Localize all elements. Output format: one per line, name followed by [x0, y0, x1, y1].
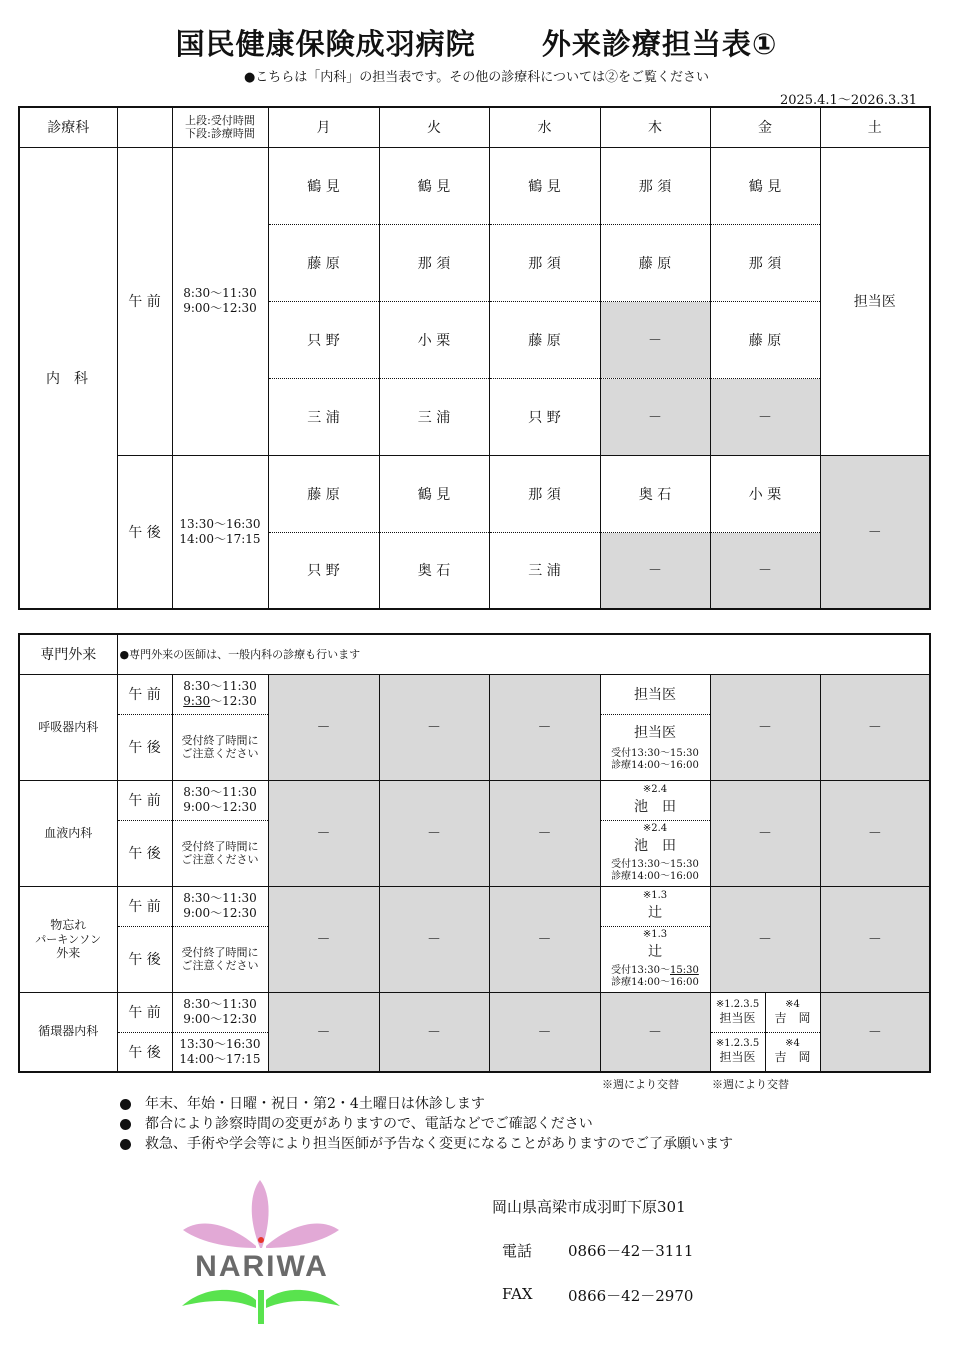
dept-internal: 内 科: [19, 147, 117, 609]
am-cell: －: [710, 378, 820, 455]
day-wed: 水: [489, 107, 600, 147]
cardio-fri-b-am: ※4 吉 岡: [765, 992, 820, 1032]
pm-time: 13:30～16:30 14:00～17:15: [172, 1032, 268, 1072]
specialty-title: 専門外来: [19, 634, 117, 674]
cell-dash: －: [710, 886, 820, 992]
internal-medicine-table: [18, 106, 931, 610]
logo-dot: [258, 1237, 264, 1243]
am-cell: 藤 原: [710, 301, 820, 378]
blood-thu-pm: ※2.4 池 田 受付13:30～15:30 診療14:00～16:00: [600, 820, 710, 886]
am-time: 8:30～11:30 9:30～12:30: [172, 674, 268, 714]
logo-leaf: [182, 1290, 256, 1308]
subnote: ●こちらは「内科」の担当表です。その他の診療科については②をご覧ください: [243, 70, 710, 85]
cell-dash: －: [379, 992, 489, 1072]
dept-respiratory: 呼吸器内科: [19, 674, 117, 780]
am-cell: 三 浦: [268, 378, 379, 455]
schedule-title: 外来診療担当表①: [541, 27, 778, 61]
logo-stem: [258, 1290, 264, 1324]
day-fri: 金: [710, 107, 820, 147]
caution: 受付終了時間に ご注意ください: [172, 714, 268, 780]
period: 2025.4.1～2026.3.31: [779, 93, 917, 108]
am-cell: －: [600, 378, 710, 455]
am-cell: 鶴 見: [710, 147, 820, 224]
header-dept: 診療科: [19, 107, 117, 147]
am-cell: 小 栗: [379, 301, 489, 378]
am-cell: 三 浦: [379, 378, 489, 455]
cell-dash: －: [600, 992, 710, 1072]
am-cell: 只 野: [489, 378, 600, 455]
am-cell: －: [600, 301, 710, 378]
footnote-rotation: ※週により交替: [712, 1078, 789, 1091]
cell-dash: －: [489, 674, 600, 780]
pm-cell: 鶴 見: [379, 455, 489, 532]
am-label: 午 前: [117, 780, 172, 820]
cardio-fri-a-am: ※1.2.3.5 担当医: [710, 992, 765, 1032]
am-cell: 鶴 見: [489, 147, 600, 224]
dept-cardio: 循環器内科: [19, 992, 117, 1072]
am-cell: 那 須: [379, 224, 489, 301]
pm-label: 午 後: [117, 820, 172, 886]
note-item: 都合により診察時間の変更がありますので、電話などでご確認ください: [120, 1114, 733, 1134]
notes-list: [120, 1094, 733, 1154]
cell-dash: －: [820, 886, 930, 992]
header-session: [117, 107, 172, 147]
am-time: 8:30～11:30 9:00～12:30: [172, 886, 268, 926]
cell-dash: －: [379, 674, 489, 780]
am-cell: 那 須: [600, 147, 710, 224]
pm-cell: 藤 原: [268, 455, 379, 532]
cell-dash: －: [710, 674, 820, 780]
cardio-sat: －: [820, 992, 930, 1072]
specialty-table: [18, 633, 931, 1073]
cell-dash: －: [379, 780, 489, 886]
caution: 受付終了時間に ご注意ください: [172, 820, 268, 886]
resp-thu-am: 担当医: [600, 674, 710, 714]
hospital-name: 国民健康保険成羽病院: [175, 27, 476, 61]
am-cell: 鶴 見: [379, 147, 489, 224]
tel-label: 電話: [502, 1242, 533, 1260]
logo-text: NARIWA: [195, 1250, 329, 1283]
cell-dash: －: [268, 780, 379, 886]
memory-thu-am: ※1.3 辻: [600, 886, 710, 926]
pm-cell: 小 栗: [710, 455, 820, 532]
pm-label: 午 後: [117, 455, 172, 609]
am-label: 午 前: [117, 886, 172, 926]
bullet-icon: [120, 1119, 131, 1130]
cell-dash: －: [489, 780, 600, 886]
nariwa-logo: [178, 1178, 348, 1328]
fax-label: FAX: [502, 1285, 533, 1303]
am-cell: 那 須: [710, 224, 820, 301]
pm-cell: －: [710, 532, 820, 609]
sat-pm: －: [820, 455, 930, 609]
cell-dash: －: [489, 992, 600, 1072]
pm-label: 午 後: [117, 926, 172, 992]
cell-dash: －: [820, 674, 930, 780]
cell-dash: －: [268, 992, 379, 1072]
am-label: 午 前: [117, 147, 172, 455]
note-item: 年末、年始・日曜・祝日・第2・4土曜日は休診します: [120, 1094, 733, 1114]
am-label: 午 前: [117, 674, 172, 714]
page-title: [0, 22, 953, 63]
day-tue: 火: [379, 107, 489, 147]
pm-cell: 那 須: [489, 455, 600, 532]
tel-number: 0866－42－3111: [568, 1242, 694, 1260]
cell-dash: －: [379, 886, 489, 992]
pm-cell: 三 浦: [489, 532, 600, 609]
cell-dash: －: [268, 886, 379, 992]
memory-thu-pm: ※1.3 辻 受付13:30～15:30 診療14:00～16:00: [600, 926, 710, 992]
address: 岡山県高梁市成羽町下原301: [492, 1198, 686, 1216]
day-sat: 土: [820, 107, 930, 147]
dept-blood: 血液内科: [19, 780, 117, 886]
bullet-icon: [120, 1099, 131, 1110]
cell-dash: －: [820, 780, 930, 886]
resp-thu-pm: 担当医 受付13:30～15:30 診療14:00～16:00: [600, 714, 710, 780]
logo-petal: [266, 1223, 339, 1248]
cardio-fri-b-pm: ※4 吉 岡: [765, 1032, 820, 1072]
am-cell: 只 野: [268, 301, 379, 378]
am-cell: 鶴 見: [268, 147, 379, 224]
footnote-rotation: ※週により交替: [602, 1078, 679, 1091]
day-mon: 月: [268, 107, 379, 147]
pm-cell: 奥 石: [379, 532, 489, 609]
logo-leaf: [266, 1290, 340, 1308]
cell-dash: －: [710, 780, 820, 886]
logo-petal: [183, 1223, 256, 1248]
blood-thu-am: ※2.4 池 田: [600, 780, 710, 820]
pm-time: 13:30～16:30 14:00～17:15: [172, 455, 268, 609]
am-time: 8:30～11:30 9:00～12:30: [172, 992, 268, 1032]
pm-cell: 只 野: [268, 532, 379, 609]
am-cell: 藤 原: [268, 224, 379, 301]
am-cell: 藤 原: [489, 301, 600, 378]
am-label: 午 前: [117, 992, 172, 1032]
pm-cell: 奥 石: [600, 455, 710, 532]
fax-number: 0866－42－2970: [568, 1287, 694, 1305]
pm-cell: －: [600, 532, 710, 609]
am-cell: 藤 原: [600, 224, 710, 301]
cell-dash: －: [268, 674, 379, 780]
cardio-fri-a-pm: ※1.2.3.5 担当医: [710, 1032, 765, 1072]
note-item: 救急、手術や学会等により担当医師が予告なく変更になることがありますのでご了承願います: [120, 1134, 733, 1154]
specialty-note: ●専門外来の医師は、一般内科の診療も行います: [117, 634, 930, 674]
caution: 受付終了時間に ご注意ください: [172, 926, 268, 992]
pm-label: 午 後: [117, 714, 172, 780]
am-time: 8:30～11:30 9:00～12:30: [172, 780, 268, 820]
bullet-icon: [120, 1139, 131, 1150]
pm-label: 午 後: [117, 1032, 172, 1072]
am-time: 8:30～11:30 9:00～12:30: [172, 147, 268, 455]
am-cell: 那 須: [489, 224, 600, 301]
header-time: 上段:受付時間 下段:診療時間: [172, 107, 268, 147]
sat-am: 担当医: [820, 147, 930, 455]
dept-memory-parkinson: 物忘れ パーキンソン 外来: [19, 886, 117, 992]
cell-dash: －: [489, 886, 600, 992]
day-thu: 木: [600, 107, 710, 147]
